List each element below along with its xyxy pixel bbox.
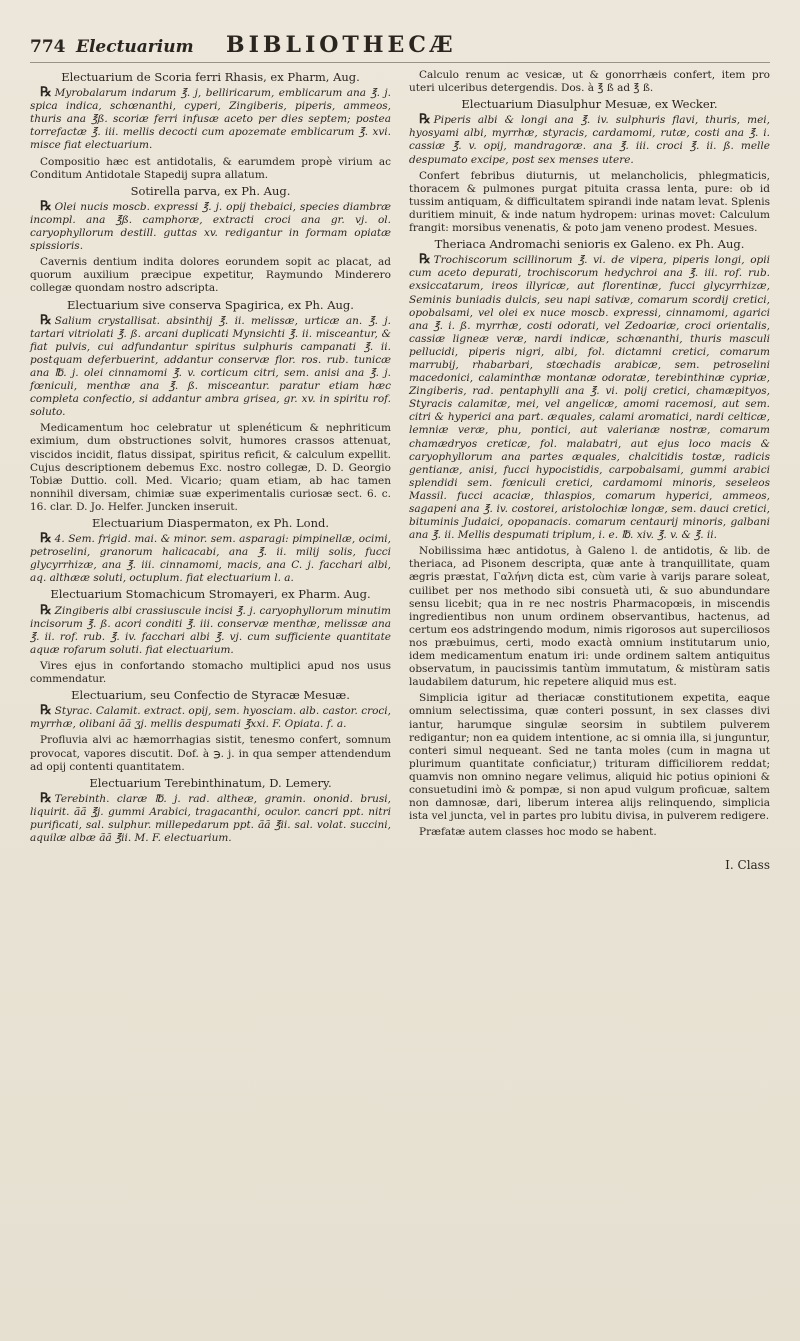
recipe-title: Electuarium de Scoria ferri Rhasis, ex Pharm, Aug. [61,70,360,84]
recipe-title: Theriaca Andromachi senioris ex Galeno. ex Ph. Aug. [434,237,745,252]
paragraph: Medicamentum hoc celebratur ut splenéticum & nephriticum eximium, dum obstructiones solvit, humores crassos attenuat, viscidos incidit, flatus dissipat, spiritus reficit, & calculum expellit. Cujus descriptionem debemus Exc. nostro collegæ, D. D. Georgio Tobiæ Duttio. coll. Med. Vicario; quam etiam, ab hac tamen nonnihil diversam, chimiæ suæ experimentalis curiosæ sect. 6. c. 16. clar. D. Jo. Helfer. Juncken inseruit. [30,422,391,513]
paragraph: Calculo renum ac vesicæ, ut & gonorrhæis confert, item pro uteri ulceribus detergendis. Dos. à ℥ ß ad ℥ ß. [409,69,770,95]
recipe-symbol-icon: ℞ [40,602,52,618]
recipe-prescription [30,704,391,731]
paragraph: Nobilissima hæc antidotus, à Galeno l. de antidotis, & lib. de theriaca, ad Pisonem descripta, quæ ante à tranquillitate, quam ægris præstat, Γαλήνη dicta est, cùm varie à varijs parare soleat, cuilibet per nos methodo sibi consuetà uti, & suo abundundare sensu licebit; qua in re nec nostris Pharmacopœis, in miscendis ingredientibus non unum ordinem observantibus, hactenus, ad certum eos adstringendo modum, nimis rigorosos aut superciliosos nos præbuimus, certi, modo exactà omnium institutarum unio, idem medicamentum enatum iri: unde ordinem saltem antiquitus observatum, in paucissimis tantùm immutatum, & mistùram satis laudabilem daturum, hic repetere aliquid mus est. [409,545,770,689]
recipe-prescription [30,314,391,420]
recipe-title: Electuarium sive conserva Spagirica, ex Ph. Aug. [67,297,354,312]
catchword: I. Class [725,858,770,873]
paragraph: Cavernis dentium indita dolores eorundem sopit ac placat, ad quorum auxilium præcipue expetitur, Raymundo Minderero collegæ quondam nostro adscripta. [30,256,391,295]
recipe-text: Trochiscorum scillinorum ℥. vi. de vipera, piperis longi, opii cum aceto depurati, trochiscorum hedychroi ana ℥. iii. rof. rub. exsiccatarum, ireos illyricæ, aut florentinæ, fucci glycyrrhizæ, Seminis buniadis dulcis, seu napi sativæ, comarum scordij cretici, opobalsami, vel olei ex nuce moscb. expressi, cinnamomi, agarici ana ℥. i. ß. myrrhæ, costi odorati, vel Zedoariæ, croci orientalis, cassiæ ligneæ veræ, nardi indicæ, schœnanthi, thuris masculi pellucidi, piperis nigri, albi, fol. dictamni cretici, comarum marrubij, rhabarbari, stœchadis arabicæ, sem. petroselini macedonici, calaminthæ montanæ odoratæ, terebinthinæ cypriæ, Zingiberis, rad. pentaphylli ana ℥. vi. polij cretici, chamæpityos, Styracis calamitæ, mei, vel angelicæ, amomi racemosi, aut sem. citri & hyperici ana part. æquales, calami aromatici, nardi celticæ, lemniæ veræ, phu, pontici, aut valerianæ nostræ, comarum chamædryos creticæ, fol. malabatri, aut ejus loco macis & caryophyllorum ana partes æquales, chalcitidis tostæ, radicis gentianæ, anisi, fucci hypocistidis, carpobalsami, gummi arabici splendidi sem. fœniculi cretici, cardamomi minoris, seseleos Massil. fucci acaciæ, thlaspios, comarum hyperici, ammeos, sagapeni ana ℥. iv. costorei, aristolochiæ longæ, sem. dauci cretici, bituminis Judaici, opopanacis. comarum centaurij minoris, galbani ana ℥. ii. Mellis despumati triplum, i. e. ℔. xiv. ℥. v. & ℥. ii. [409,254,770,542]
recipe-symbol-icon: ℞ [40,312,52,328]
book-title: BIBLIOTHECÆ [226,32,457,58]
recipe-title: Sotirella parva, ex Ph. Aug. [130,183,291,198]
recipe-prescription [30,532,391,585]
paragraph: Confert febribus diuturnis, ut melancholicis, phlegmaticis, thoracem & pulmones purgat pituita crassa lenta, pure: ob id tussim antiquam, & difficultatem spirandi inde natam levat. Splenis duritiem minuit, & inde natum hydropem: urinas movet: Calculum frangit: morsibus venenatis, & poto jam veneno prodest. Mesues. [409,169,770,235]
recipe-symbol-icon: ℞ [419,252,431,268]
recipe-symbol-icon: ℞ [40,790,52,806]
recipe-symbol-icon: ℞ [40,531,52,547]
paragraph: Vires ejus in confortando stomacho multiplici apud nos usus commendatur. [30,659,391,686]
recipe-symbol-icon: ℞ [40,85,52,101]
recipe-title: Electuarium Stomachicum Stromayeri, ex Pharm. Aug. [50,587,371,602]
page-number: 774 [30,37,66,57]
paragraph: Simplicia igitur ad theriacæ constitutionem expetita, eaque omnium selectissima, quæ conteri possunt, in sex classes divi iantur, harumque singulæ seorsim in subtilem pulverem redigantur; non ea quidem intentione, ac si omnia illa, si junguntur, conteri simul nequeant. Sed ne tanta moles (cum in magna ut plurimum quantitate conficiatur,) trituram difficiliorem reddat; quamvis non omnino negare velimus, aliquid hic potius opinioni & consuetudini imò & pompæ, si non apud vulgum proficuæ, saltem non damnosæ, dari, liberum interea alijs relinquendo, simplicia ista vel juncta, vel in partes pro lubitu divisa, in pulverem redigere. [409,692,770,823]
recipe-text: Terebinth. claræ ℔. j. rad. altheæ, gramin. ononid. brusi, liquirit. ãã ℥j. gummi Arabici, tragacanthi, oculor. cancri ppt. nitri purificati, sal. sulphur. millepedarum ppt. ãã ℥ii. sal. volat. succini, aquilæ albæ ãã ℥ii. M. F. electuarium. [30,792,391,845]
recipe-symbol-icon: ℞ [40,703,52,719]
text-columns [30,69,770,848]
recipe-title: Electuarium, seu Confectio de Styracæ Mesuæ. [71,688,350,703]
recipe-prescription [30,200,391,253]
recipe-text: Myrobalarum indarum ℥. j, belliricarum, emblicarum ana ℥. j. spica indica, schœnanthi, cyperi, Zingiberis, piperis, ammeos, thuris ana ℥ß. scoriæ ferri infusæ aceto per dies septem; postea torrefactæ ℥. iii. mellis decocti cum apozemate emblicarum ℥. xvi. misce fiat electuarium. [30,87,391,152]
recipe-text: Styrac. Calamit. extract. opij, sem. hyosciam. alb. castor. croci, myrrhæ, olibani ãã ʒj. mellis despumati ℥xxi. F. Opiata. f. a. [30,705,391,731]
recipe-title: Electuarium Diasulphur Mesuæ, ex Wecker. [461,97,718,112]
paragraph: Profluvia alvi ac hæmorrhagias sistit, tenesmo confert, somnum provocat, vapores discutit. Dof. à ℈. j. in qua semper attendendum ad opij contenti quantitatem. [30,734,391,773]
right-column [409,69,770,848]
recipe-text: Salium crystallisat. absinthij ℥. ii. melissæ, urticæ an. ℥. j. tartari vitriolati ℥. ß. arcani duplicati Mynsichti ℥. ii. misceantur, & fiat pulvis, cui adfundantur spiritus sulphuris campanati ℥. ii. postquam deferbuerint, addantur conservæ flor. ros. rub. tunicæ ana ℔. j. olei cinnamomi ℥. v. corticum citri, sem. anisi ana ℥. j. fœniculi, menthæ ana ℥. ß. misceantur. paratur etiam hæc completa confectio, si addantur ambra grisea, gr. xv. in spiritu rof. soluto. [30,314,391,419]
recipe-symbol-icon: ℞ [40,198,52,214]
recipe-text: Olei nucis moscb. expressi ℥. j. opij thebaici, species diambræ incompl. ana ℥ß. camphoræ, extracti croci ana gr. vj. ol. caryophyllorum destill. guttas xv. redigantur in formam opiatæ spissioris. [30,200,391,253]
recipe-text: 4. Sem. frigid. mai. & minor. sem. asparagi: pimpinellæ, ocimi, petroselini, granorum halicacabi, ana ℥. ii. milij solis, fucci glycyrrhizæ, ana ℥. iii. cinnamomi, macis, ana C. j. facchari albi, aq. althææ soluti, octuplum. fiat electuarium l. a. [30,533,391,585]
recipe-prescription [409,113,770,166]
paragraph: Præfatæ autem classes hoc modo se habent. [419,826,657,839]
page-header [30,32,770,63]
recipe-prescription [30,792,391,845]
recipe-title: Electuarium Terebinthinatum, D. Lemery. [89,775,332,790]
paragraph: Compositio hæc est antidotalis, & earumdem propè virium ac Conditum Antidotale Stapedij supra allatum. [30,155,391,181]
running-title: Electuarium [76,37,194,57]
recipe-title: Electuarium Diaspermaton, ex Ph. Lond. [91,516,330,530]
recipe-prescription [409,253,770,542]
recipe-symbol-icon: ℞ [419,112,431,128]
recipe-prescription [30,604,391,657]
left-column [30,69,391,848]
recipe-text: Piperis albi & longi ana ℥. iv. sulphuris flavi, thuris, mei, hyosyami albi, myrrhæ, styracis, cardamomi, rutæ, costi ana ℥. i. cassiæ ℥. v. opij, mandragoræ. ana ℥. iii. croci ℥. ii. ß. melle despumato excipe, post sex menses utere. [409,114,770,166]
recipe-text: Zingiberis albi crassiuscule incisi ℥. j. caryophyllorum minutim incisorum ℥. ß. acori conditi ℥. iii. conservæ menthæ, melissæ ana ℥. ii. rof. rub. ℥. iv. facchari albi ℥. vj. cum sufficiente quantitate aquæ rofarum soluti. fiat electuarium. [30,604,391,656]
recipe-prescription [30,86,391,152]
